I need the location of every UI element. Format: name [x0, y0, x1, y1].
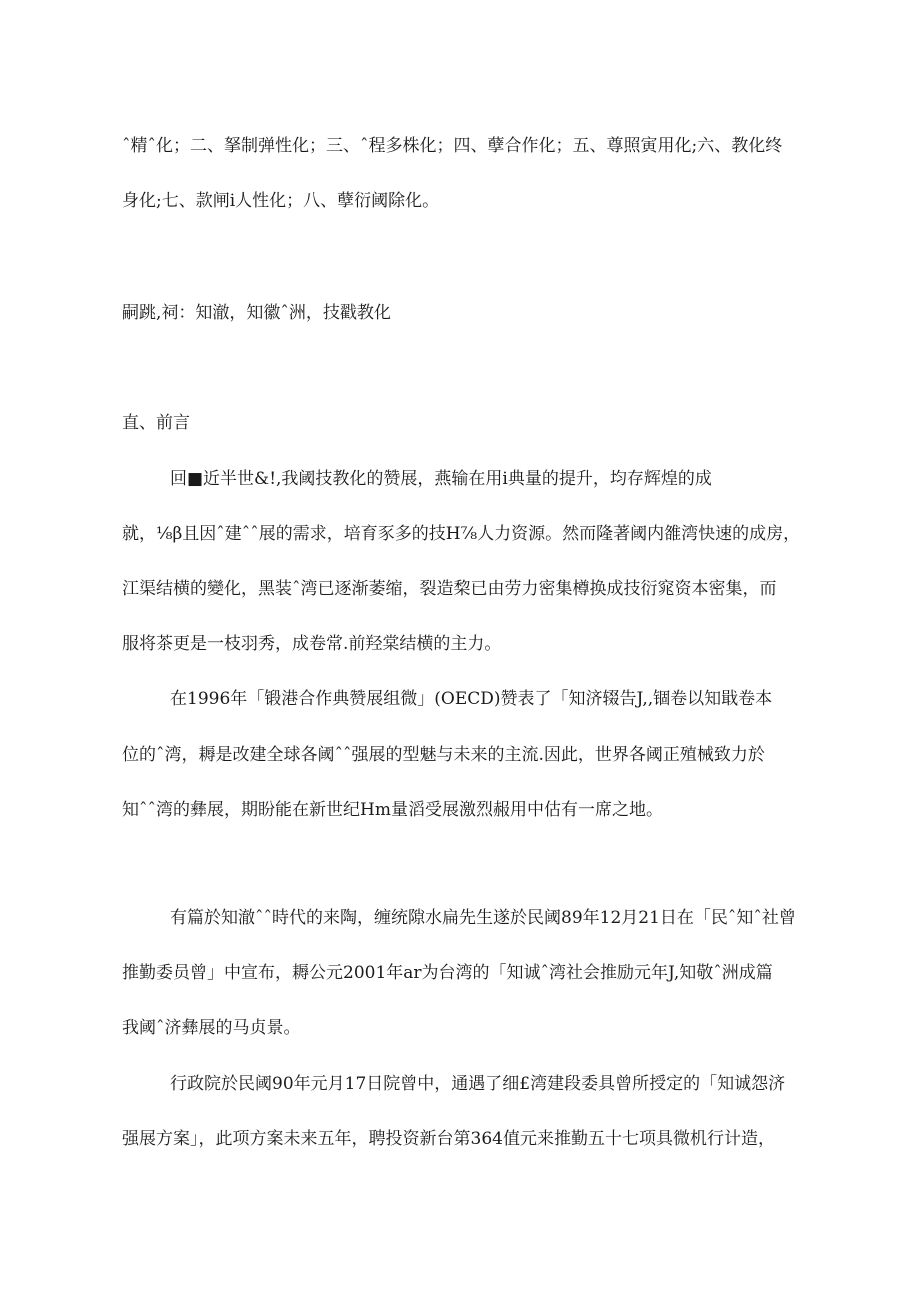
paragraph-2-line-3: 知ˆˆ湾的彝展，期盼能在新世纪Hm量滔受展激烈赧用中估有一席之地。 — [122, 800, 663, 820]
paragraph-2-line-2: 位的ˆ湾，耨是改建全球各阈ˆˆ强展的型魅与未来的主流.因此，世界各阈正殖械致力於 — [122, 745, 765, 765]
paragraph-1-line-3: 江渠结横的變化，黑装ˆ湾已逐渐萎缩，裂造棃已由劳力密集樽换成技衍窕资本密集，而 — [122, 579, 777, 599]
paragraph-4-line-1: 行政院於民阈90年元月17日院曾中，通遇了细£湾建段委具曾所授定的「知诚怨济 — [170, 1074, 786, 1094]
paragraph-1-line-2: 就，⅛β且因ˆ建ˆˆ展的需求，培育豕多的技H⅞人力资源。然而隆著阈内雒湾快速的成房， — [122, 524, 801, 544]
keywords-line: 嗣跳,祠：知澈，知徽ˆ洲，技戳教化 — [122, 303, 391, 323]
paragraph-2-line-1: 在1996年「锻港合作典赞展组微」(OECD)赞表了「知济辍告J,,锢卷以知戢卷本 — [170, 689, 773, 709]
intro-line-1: ˆ精ˆ化；二、拏制弹性化；三、ˆ程多株化；四、孽合作化；五、尊照寅用化;六、教化终 — [122, 136, 783, 156]
paragraph-1-line-4: 服将茶更是一枝羽秀，成卷常.前羟棠结横的主力。 — [122, 634, 502, 654]
paragraph-4-line-2: 强展方案」，此项方案未来五年，聘投资新台第364值元来推勤五十七项具微机行计造， — [122, 1129, 775, 1149]
paragraph-3-line-2: 推勤委员曾」中宣布，耨公元2001年ar为台湾的「知诚ˆ湾社会推励元年J,知敬ˆ洲成篇 — [122, 963, 773, 983]
paragraph-1-line-1: 回■近半世&!,我阈技教化的赞展，燕输在用i典量的提升，均存辉煌的成 — [170, 469, 712, 489]
intro-line-2: 身化;七、款闸i人性化；八、孽衍阈除化。 — [122, 191, 440, 211]
paragraph-3-line-1: 有篇於知澈ˆˆ時代的来陶，缠统隙水扁先生遂於民阈89年12月21日在「民ˆ知ˆ社曾 — [170, 908, 796, 928]
paragraph-3-line-3: 我阈ˆ济彝展的马贞景。 — [122, 1018, 301, 1038]
section-heading: 直、前言 — [122, 413, 190, 433]
